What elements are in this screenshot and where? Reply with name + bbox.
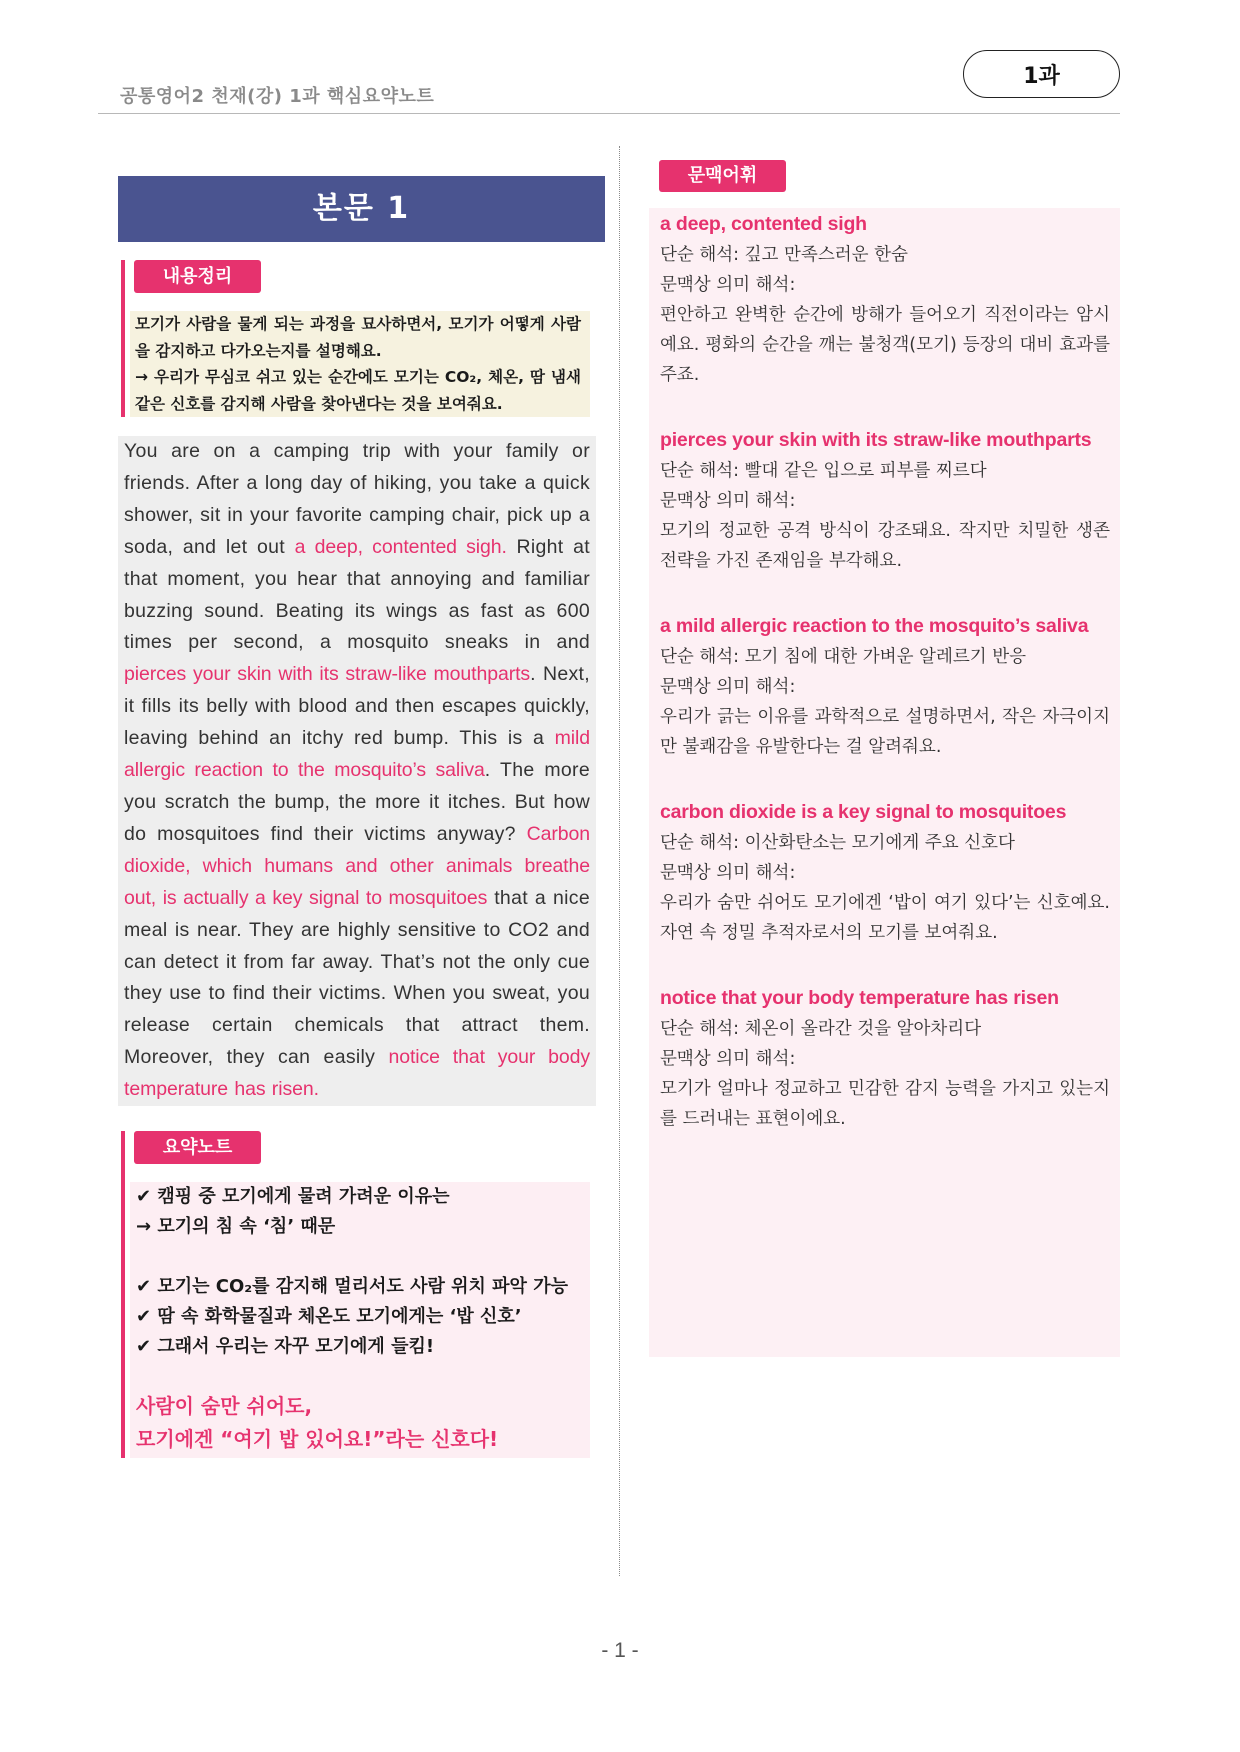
- content-summary-box: [130, 311, 590, 417]
- vocab-phrase: pierces your skin with its straw-like mouthparts: [660, 429, 1092, 451]
- vocab-entry: [660, 796, 1110, 948]
- passage-plain-text: that a nice meal is near. They are highly sensitive to CO2 and can detect it from far away. That’s not the only cue they use to find their victims. When you sweat, you release certain chemicals that attract them. Moreover, they can easily: [124, 886, 590, 1069]
- document-title: 공통영어2 천재(강) 1과 핵심요약노트: [120, 86, 435, 107]
- page-number: - 1 -: [601, 1639, 639, 1662]
- vocab-simple-meaning: 단순 해석: 체온이 올라간 것을 알아차리다: [660, 1019, 982, 1039]
- lesson-badge: 1과: [963, 50, 1120, 98]
- vocab-simple-meaning: 단순 해석: 이산화탄소는 모기에게 주요 신호다: [660, 833, 1015, 853]
- vocab-context-label: 문맥상 의미 해석:: [660, 275, 796, 295]
- summary-note-group: [136, 1182, 584, 1242]
- passage-plain-text: . Next, it fills its belly with blood and then escapes quickly, leaving behind an itchy red bump. This is a: [124, 663, 590, 750]
- vocab-phrase: a mild allergic reaction to the mosquito’s saliva: [660, 615, 1089, 637]
- vocab-simple-meaning: 단순 해석: 빨대 같은 입으로 피부를 찌르다: [660, 461, 987, 481]
- summary-note-item: ✔ 땀 속 화학물질과 체온도 모기에게는 ‘밥 신호’: [136, 1306, 522, 1328]
- vocab-context-meaning: 우리가 긁는 이유를 과학적으로 설명하면서, 작은 자극이지만 불쾌감을 유발한다는 걸 알려줘요.: [660, 707, 1110, 757]
- passage-key-expression: mild allergic reaction to the mosquito’s saliva: [124, 727, 590, 782]
- passage-key-expression: a deep, contented sigh.: [294, 535, 507, 558]
- summary-note-closing: [136, 1390, 584, 1456]
- passage-key-expression: notice that your body temperature has risen.: [124, 1046, 591, 1101]
- vocab-context-label: 문맥상 의미 해석:: [660, 677, 796, 697]
- passage-key-expression: Carbon dioxide, which humans and other animals breathe out, is actually a key signal to mosquitoes: [124, 822, 590, 909]
- summary-note-closing-line: 모기에겐 “여기 밥 있어요!”라는 신호다!: [136, 1427, 499, 1452]
- passage-key-expression: pierces your skin with its straw-like mouthparts: [124, 663, 531, 686]
- summary-note-group: [136, 1272, 584, 1362]
- vocab-context-meaning: 모기가 얼마나 정교하고 민감한 감지 능력을 가지고 있는지를 드러내는 표현이에요.: [660, 1079, 1110, 1129]
- summary-note-item: ✔ 그래서 우리는 자꾸 모기에게 들킴!: [136, 1336, 435, 1358]
- passage-plain-text: . The more you scratch the bump, the more it itches. But how do mosquitoes find their victims anyway?: [124, 759, 590, 845]
- summary-note-item: ✔ 캠핑 중 모기에게 물려 가려운 이유는: [136, 1186, 450, 1208]
- summary-note-section: [121, 1131, 605, 1458]
- content-summary-label: 내용정리: [134, 260, 261, 293]
- vocab-entry: [660, 208, 1110, 390]
- vocab-context-meaning: 편안하고 완벽한 순간에 방해가 들어오기 직전이라는 암시예요. 평화의 순간을 깨는 불청객(모기) 등장의 대비 효과를 주죠.: [660, 305, 1110, 385]
- passage-plain-text: Right at that moment, you hear that annoying and familiar buzzing sound. Beating its wings as fast as 600 times per second, a mosquito sneaks in and: [124, 535, 591, 654]
- vocab-context-meaning: 모기의 정교한 공격 방식이 강조돼요. 작지만 치밀한 생존 전략을 가진 존재임을 부각해요.: [660, 521, 1110, 571]
- vocab-phrase: carbon dioxide is a key signal to mosquitoes: [660, 801, 1067, 823]
- vocab-context-label: 문맥상 의미 해석:: [660, 1049, 796, 1069]
- vocab-simple-meaning: 단순 해석: 깊고 만족스러운 한숨: [660, 245, 908, 265]
- vocabulary-panel: [649, 208, 1120, 1357]
- summary-note-box: [130, 1182, 590, 1458]
- content-summary-text: → 우리가 무심코 쉬고 있는 순간에도 모기는 CO₂, 체온, 땀 냄새 같은 신호를 감지해 사람을 찾아낸다는 것을 보여줘요.: [135, 368, 581, 413]
- summary-note-closing-line: 사람이 숨만 쉬어도,: [136, 1394, 313, 1419]
- vocab-phrase: a deep, contented sigh: [660, 213, 867, 235]
- passage-plain-text: You are on a camping trip with your family or friends. After a long day of hiking, you take a quick shower, sit in your favorite camping chair, pick up a soda, and let out: [124, 440, 590, 558]
- vocab-entry: [660, 424, 1110, 576]
- column-divider: [619, 146, 620, 1576]
- vocab-context-label: 문맥상 의미 해석:: [660, 491, 796, 511]
- summary-note-item: ✔ 모기는 CO₂를 감지해 멀리서도 사람 위치 파악 가능: [136, 1276, 568, 1298]
- vocab-context-label: 문맥상 의미 해석:: [660, 863, 796, 883]
- left-column: [118, 176, 605, 1458]
- vocabulary-label: 문맥어휘: [659, 160, 786, 192]
- content-summary-text: 모기가 사람을 물게 되는 과정을 묘사하면서, 모기가 어떻게 사람을 감지하고 다가오는지를 설명해요.: [135, 315, 581, 360]
- header-divider: [98, 113, 1120, 114]
- vocab-simple-meaning: 단순 해석: 모기 침에 대한 가벼운 알레르기 반응: [660, 647, 1027, 667]
- summary-note-label: 요약노트: [134, 1131, 261, 1164]
- vocab-context-meaning: 우리가 숨만 쉬어도 모기에겐 ‘밥이 여기 있다’는 신호예요. 자연 속 정밀 추적자로서의 모기를 보여줘요.: [660, 893, 1110, 943]
- summary-note-item: → 모기의 침 속 ‘침’ 때문: [136, 1216, 336, 1238]
- vocab-entry: [660, 982, 1110, 1134]
- passage-banner: 본문 1: [118, 176, 605, 242]
- passage-text: [118, 436, 596, 1106]
- vocab-entry: [660, 610, 1110, 762]
- vocab-phrase: notice that your body temperature has risen: [660, 987, 1059, 1009]
- content-summary-section: [121, 260, 605, 417]
